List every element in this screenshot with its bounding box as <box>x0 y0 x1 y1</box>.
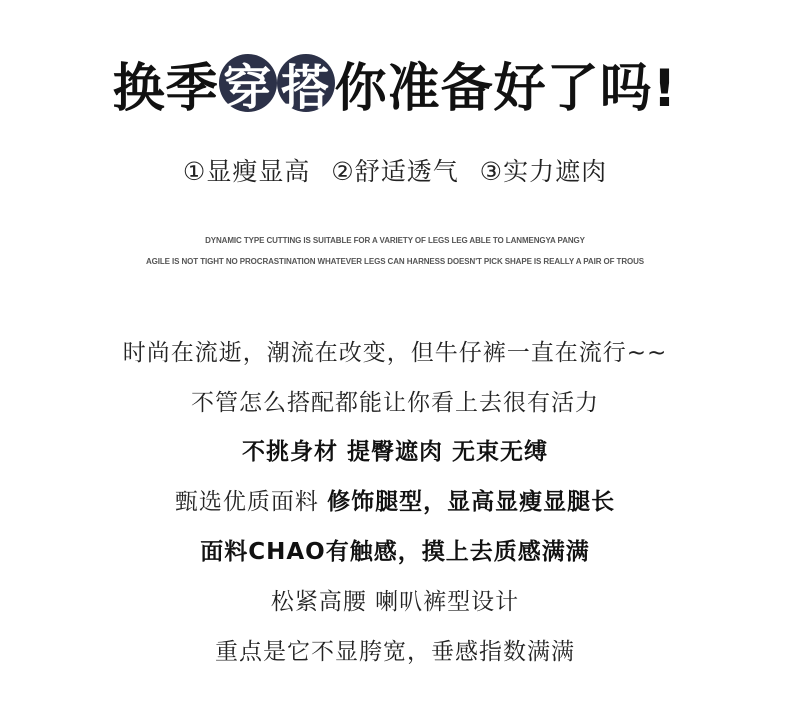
description-line-6: 松紧高腰 喇叭裤型设计 <box>270 589 520 615</box>
feature-item: ③实力遮肉 <box>479 157 608 186</box>
headline-part1: 换季 <box>112 58 219 119</box>
feature-item: ①显瘦显高 <box>182 157 311 186</box>
feature-list <box>0 152 790 188</box>
headline-part2: 你准备好了吗! <box>334 58 678 119</box>
english-caption-line-2: AGILE IS NOT TIGHT NO PROCRASTINATION WHATEVER LEGS CAN HARNESS DOESN'T PICK SHAPE IS REALLY A PAIR OF TROUS <box>145 257 645 266</box>
description-line-4-normal: 甄选优质面料 <box>174 489 328 515</box>
description-line-4 <box>0 483 790 516</box>
description-line-4-bold: 修饰腿型，显高显瘦显腿长 <box>327 489 616 515</box>
headline <box>0 48 790 118</box>
feature-item: ②舒适透气 <box>331 157 459 186</box>
description-line-1: 时尚在流逝，潮流在改变，但牛仔裤一直在流行~~ <box>122 340 668 366</box>
description-line-3: 不挑身材 提臀遮肉 无束无缚 <box>241 439 548 465</box>
description-line-5: 面料CHAO有触感，摸上去质感满满 <box>200 539 590 565</box>
english-caption-line-1: DYNAMIC TYPE CUTTING IS SUITABLE FOR A VARIETY OF LEGS LEG ABLE TO LANMENGYA PANGY <box>205 236 585 245</box>
description-line-7: 重点是它不显胯宽，垂感指数满满 <box>215 639 575 665</box>
headline-circle-char-1: 穿 <box>219 54 277 112</box>
description-line-2: 不管怎么搭配都能让你看上去很有活力 <box>191 390 599 416</box>
headline-circle-char-2: 搭 <box>277 54 335 112</box>
